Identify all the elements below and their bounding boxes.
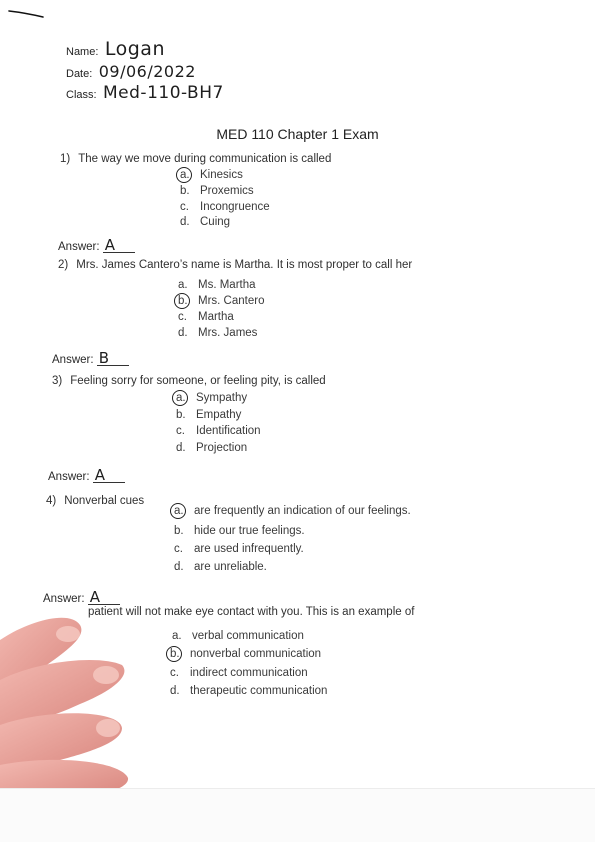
- option-letter: c.: [180, 201, 189, 213]
- answer-3: [48, 468, 125, 483]
- option-text: therapeutic communication: [190, 685, 328, 697]
- option-text: Mrs. Cantero: [198, 295, 265, 307]
- option-text: verbal communication: [192, 630, 304, 642]
- question-text: The way we move during communication is called: [78, 153, 332, 165]
- option-text: indirect communication: [190, 667, 308, 679]
- name-label: Name:: [66, 46, 99, 58]
- option-text: Kinesics: [200, 169, 243, 181]
- option-text: Proxemics: [200, 185, 254, 197]
- option-4b[interactable]: [174, 525, 305, 537]
- date-label: Date:: [66, 68, 93, 80]
- question-text: patient will not make eye contact with you. This is an example of: [88, 606, 415, 618]
- option-4d[interactable]: [174, 561, 267, 573]
- option-letter: b.: [174, 525, 184, 537]
- option-3d[interactable]: [176, 442, 247, 454]
- class-row: [66, 83, 224, 103]
- pen-stroke-mark: [8, 8, 44, 18]
- option-letter: d.: [174, 561, 184, 573]
- option-letter: c.: [178, 311, 187, 323]
- answer-value[interactable]: A: [88, 590, 120, 605]
- option-text: Mrs. James: [198, 327, 258, 339]
- option-1a[interactable]: [180, 169, 243, 181]
- answer-2: [52, 351, 129, 366]
- question-number: 2): [58, 259, 69, 271]
- option-3a[interactable]: [176, 392, 247, 404]
- name-value: Logan: [104, 38, 165, 60]
- option-text: Cuing: [200, 216, 231, 228]
- option-text: Martha: [198, 311, 234, 323]
- question-1: [60, 153, 331, 165]
- option-4c[interactable]: [174, 543, 304, 555]
- option-2b[interactable]: [178, 295, 264, 307]
- date-value: 09/06/2022: [98, 62, 196, 81]
- option-5a[interactable]: [172, 630, 304, 642]
- option-letter: a.: [172, 630, 182, 642]
- question-text: Feeling sorry for someone, or feeling pity, is called: [70, 375, 326, 387]
- answer-label: Answer:: [43, 593, 85, 605]
- option-letter: c.: [170, 667, 179, 679]
- option-5c[interactable]: [170, 667, 308, 679]
- option-text: Identification: [196, 425, 261, 437]
- option-letter: c.: [174, 543, 183, 555]
- option-text: hide our true feelings.: [194, 525, 305, 537]
- option-text: nonverbal communication: [190, 648, 322, 660]
- class-value: Med-110-BH7: [103, 83, 224, 103]
- question-number: 4): [46, 495, 57, 507]
- option-text: Sympathy: [196, 392, 248, 404]
- question-number: 3): [52, 375, 63, 387]
- option-5b[interactable]: [170, 648, 321, 660]
- answer-label: Answer:: [58, 241, 100, 253]
- option-text: are frequently an indication of our feelings.: [194, 505, 411, 517]
- option-text: are used infrequently.: [194, 543, 304, 555]
- option-letter: d.: [178, 327, 188, 339]
- option-1b[interactable]: [180, 185, 254, 197]
- option-text: Ms. Martha: [198, 279, 256, 291]
- question-3: [52, 375, 326, 387]
- answer-1: [58, 238, 135, 253]
- date-row: [66, 62, 196, 82]
- option-letter-circled: b.: [170, 648, 190, 660]
- option-4a[interactable]: [174, 505, 411, 517]
- option-text: are unreliable.: [194, 561, 267, 573]
- question-4: [46, 495, 144, 507]
- question-2: [58, 259, 412, 271]
- answer-value[interactable]: A: [103, 238, 135, 253]
- option-letter-circled: a.: [174, 505, 194, 517]
- answer-label: Answer:: [52, 354, 94, 366]
- option-text: Empathy: [196, 409, 242, 421]
- option-2a[interactable]: [178, 279, 256, 291]
- hand-photo-overlay: [0, 600, 180, 800]
- option-letter: c.: [176, 425, 185, 437]
- answer-value[interactable]: B: [97, 351, 129, 366]
- option-3c[interactable]: [176, 425, 261, 437]
- option-letter-circled: b.: [178, 295, 198, 307]
- option-letter: a.: [178, 279, 188, 291]
- option-letter-circled: a.: [180, 169, 200, 181]
- question-text: Mrs. James Cantero’s name is Martha. It is most proper to call her: [76, 259, 413, 271]
- option-1d[interactable]: [180, 216, 230, 228]
- question-number: 1): [60, 153, 71, 165]
- option-3b[interactable]: [176, 409, 241, 421]
- option-5d[interactable]: [170, 685, 327, 697]
- option-letter: d.: [176, 442, 186, 454]
- option-letter: d.: [180, 216, 190, 228]
- option-letter-circled: a.: [176, 392, 196, 404]
- exam-title: MED 110 Chapter 1 Exam: [216, 126, 379, 142]
- option-letter: d.: [170, 685, 180, 697]
- option-text: Projection: [196, 442, 248, 454]
- question-text: Nonverbal cues: [64, 495, 145, 507]
- option-2d[interactable]: [178, 327, 257, 339]
- name-row: [66, 38, 165, 60]
- option-2c[interactable]: [178, 311, 234, 323]
- option-1c[interactable]: [180, 201, 270, 213]
- scan-margin: [0, 788, 595, 842]
- option-text: Incongruence: [200, 201, 270, 213]
- class-label: Class:: [66, 89, 97, 101]
- answer-label: Answer:: [48, 471, 90, 483]
- option-letter: b.: [176, 409, 186, 421]
- answer-value[interactable]: A: [93, 468, 125, 483]
- option-letter: b.: [180, 185, 190, 197]
